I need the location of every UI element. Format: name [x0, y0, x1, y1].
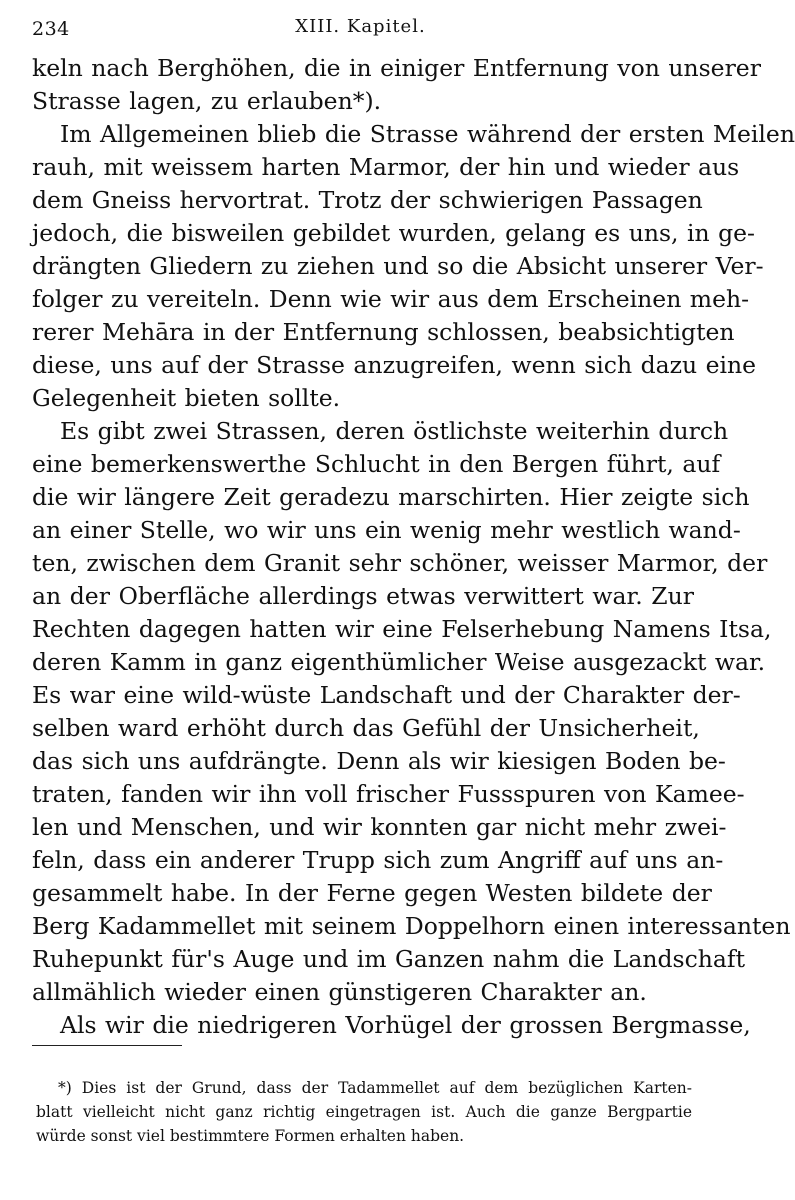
footnote-line: blatt vielleicht nicht ganz richtig eingetragen ist. Auch die ganze Bergpartie [36, 1103, 692, 1121]
text-line: dem Gneiss hervortrat. Trotz der schwierigen Passagen [32, 186, 703, 214]
page-number: 234 [32, 18, 70, 40]
text-line: Rechten dagegen hatten wir eine Felserhebung Namens Itsa, [32, 615, 772, 643]
text-line: Strasse lagen, zu erlauben*). [32, 87, 382, 115]
text-line: an der Oberfläche allerdings etwas verwittert war. Zur [32, 582, 694, 610]
text-line: eine bemerkenswerthe Schlucht in den Bergen führt, auf [32, 450, 721, 478]
text-line: gesammelt habe. In der Ferne gegen Westen bildete der [32, 879, 712, 907]
text-line: folger zu vereiteln. Denn wie wir aus dem Erscheinen meh- [32, 285, 750, 313]
text-line: die wir längere Zeit geradezu marschirten. Hier zeigte sich [32, 483, 750, 511]
text-line: an einer Stelle, wo wir uns ein wenig mehr westlich wand- [32, 516, 741, 544]
text-line: rauh, mit weissem harten Marmor, der hin und wieder aus [32, 153, 740, 181]
text-line: Gelegenheit bieten sollte. [32, 384, 341, 412]
body-text [32, 52, 795, 1042]
text-line: jedoch, die bisweilen gebildet wurden, gelang es uns, in ge- [32, 219, 755, 247]
text-line: Es gibt zwei Strassen, deren östlichste weiterhin durch [60, 417, 729, 445]
text-line: rerer Mehāra in der Entfernung schlossen, beabsichtigten [32, 318, 735, 346]
page-header [0, 10, 721, 40]
text-line: traten, fanden wir ihn voll frischer Fussspuren von Kamee- [32, 780, 745, 808]
footnotes [36, 1076, 692, 1148]
text-line: Im Allgemeinen blieb die Strasse während der ersten Meilen [60, 120, 795, 148]
text-line: ten, zwischen dem Granit sehr schöner, weisser Marmor, der [32, 549, 768, 577]
text-line: Berg Kadammellet mit seinem Doppelhorn einen interessanten [32, 912, 791, 940]
footnote-line: würde sonst viel bestimmtere Formen erhalten haben. [36, 1127, 465, 1145]
text-line: len und Menschen, und wir konnten gar nicht mehr zwei- [32, 813, 727, 841]
text-line: deren Kamm in ganz eigenthümlicher Weise ausgezackt war. [32, 648, 766, 676]
footnote-divider [32, 1045, 182, 1046]
text-line: Ruhepunkt für's Auge und im Ganzen nahm die Landschaft [32, 945, 746, 973]
text-line: allmählich wieder einen günstigeren Charakter an. [32, 978, 647, 1006]
text-line: selben ward erhöht durch das Gefühl der Unsicherheit, [32, 714, 700, 742]
text-line: diese, uns auf der Strasse anzugreifen, wenn sich dazu eine [32, 351, 757, 379]
text-line: feln, dass ein anderer Trupp sich zum Angriff auf uns an- [32, 846, 724, 874]
text-line: keln nach Berghöhen, die in einiger Entfernung von unserer [32, 54, 761, 82]
running-head: XIII. Kapitel. [295, 16, 426, 37]
text-line: das sich uns aufdrängte. Denn als wir kiesigen Boden be- [32, 747, 726, 775]
text-line: drängten Gliedern zu ziehen und so die Absicht unserer Ver- [32, 252, 764, 280]
text-line: Als wir die niedrigeren Vorhügel der grossen Bergmasse, [60, 1011, 751, 1039]
footnote-line: *) Dies ist der Grund, dass der Tadammellet auf dem bezüglichen Karten- [58, 1079, 692, 1097]
text-line: Es war eine wild-wüste Landschaft und der Charakter der- [32, 681, 741, 709]
